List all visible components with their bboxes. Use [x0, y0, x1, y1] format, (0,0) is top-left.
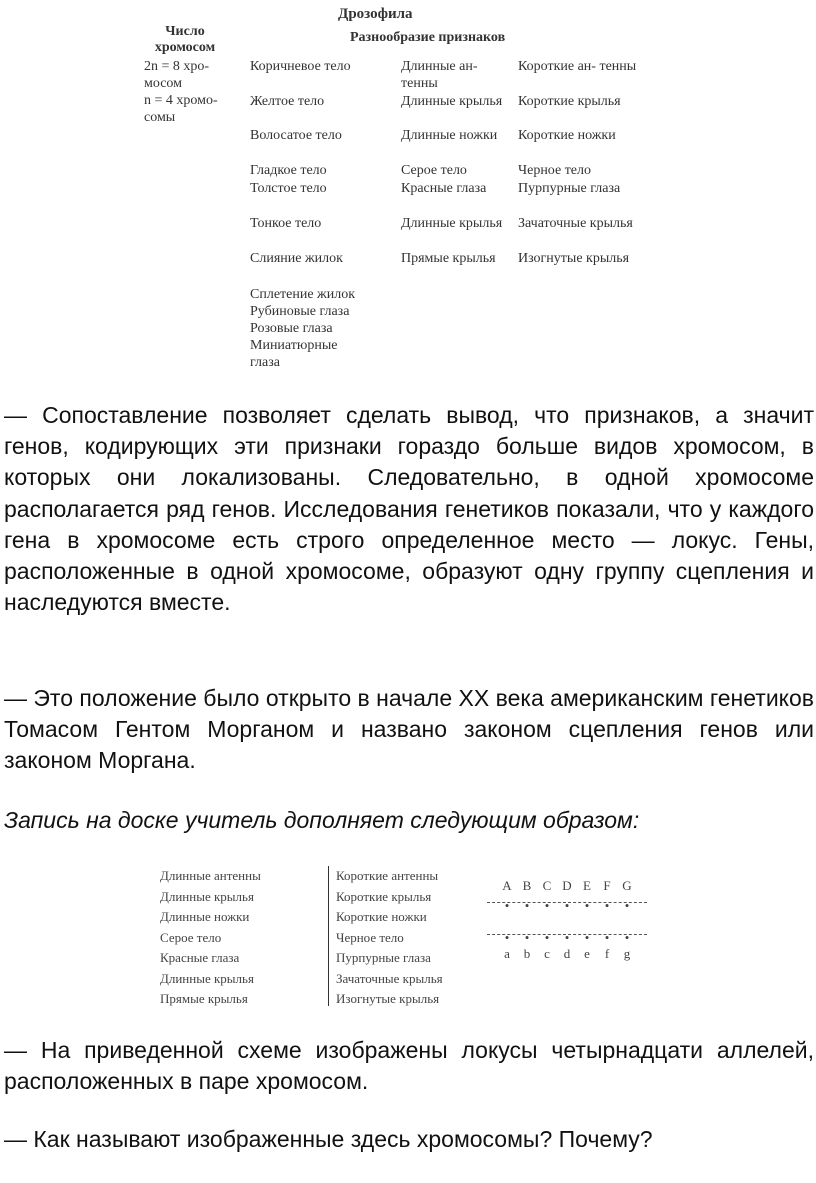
trait-cell: Желтое тело: [250, 94, 325, 109]
dominant-trait: Длинные крылья: [160, 970, 254, 986]
extra-trait: Розовые глаза: [250, 321, 333, 336]
locus-letter: C: [542, 878, 552, 893]
locus-dot: •: [564, 930, 570, 945]
locus-letter: f: [604, 946, 610, 961]
lower-chromosome-loci: [497, 946, 637, 962]
dominant-trait: Длинные крылья: [160, 888, 254, 904]
trait-cell: Прямые крылья: [401, 251, 496, 266]
locus-dot: •: [544, 930, 550, 945]
trait-cell: Длинные крылья: [401, 94, 503, 109]
locus-dot: •: [564, 898, 570, 913]
paragraph-loci: — На приведенной схеме изображены локусы четырнадцати аллелей, расположенных в паре хромосом.: [4, 1037, 814, 1095]
dominant-trait: Длинные антенны: [160, 868, 261, 883]
trait-variety-header: Разнообразие признаков: [350, 30, 506, 45]
extra-traits: [250, 286, 390, 371]
upper-loci-dots: [497, 898, 637, 914]
chromosome-line: 2n = 8 хро-: [144, 59, 210, 74]
locus-dot: •: [624, 898, 630, 913]
trait-cell: Длинные крылья: [401, 216, 503, 231]
dominant-trait: Серое тело: [160, 929, 222, 945]
locus-letter: G: [622, 878, 632, 893]
locus-dot: •: [604, 898, 610, 913]
trait-cell: Короткие крылья: [518, 94, 621, 109]
locus-dot: •: [624, 930, 630, 945]
chromosome-count-header: Число хромосом: [154, 24, 216, 55]
trait-cell: Слияние жилок: [250, 251, 343, 266]
locus-letter: g: [623, 946, 631, 961]
drosophila-table: [0, 0, 816, 380]
locus-letter: E: [583, 878, 591, 893]
upper-chromosome-loci: [497, 878, 637, 894]
locus-dot: •: [584, 898, 590, 913]
trait-cell: Тонкое тело: [250, 216, 322, 231]
locus-dot: •: [544, 898, 550, 913]
recessive-trait: Короткие крылья: [336, 888, 432, 904]
locus-letter: D: [562, 878, 572, 893]
divider-line: [328, 866, 329, 1006]
locus-dot: •: [524, 930, 530, 945]
trait-cell: Коричневое тело: [250, 59, 351, 74]
paragraph-morgan-law: — Это положение было открыто в начале XX века американским генетиков Томасом Гентом Морганом и названо законом сцепления генов или законом Моргана.: [4, 685, 814, 774]
locus-letter: b: [523, 946, 531, 961]
chromosome-line: сомы: [144, 110, 176, 125]
extra-trait: Сплетение жилок: [250, 287, 356, 302]
trait-cell: Волосатое тело: [250, 128, 342, 143]
lower-loci-dots: [497, 930, 637, 946]
dominant-trait: Прямые крылья: [160, 991, 248, 1006]
dominant-trait: Длинные ножки: [160, 909, 250, 924]
trait-cell: Красные глаза: [401, 181, 487, 196]
extra-trait: Миниатюрные: [250, 338, 338, 353]
trait-cell: Толстое тело: [250, 181, 327, 196]
recessive-trait: Пурпурные глаза: [336, 950, 431, 965]
paragraph-conclusion: — Сопоставление позволяет сделать вывод, что признаков, а значит генов, кодирующих эти признаки гораздо больше видов хромосом, в которых они локализованы. Следовательно, в одной хромосоме располагается ряд генов. Исследования генетиков показали, что у каждого гена в хромосоме есть строго определенное место — локус. Гены, расположенные в одной хромосоме, образуют одну группу сцепления и наследуются вместе.: [4, 402, 814, 616]
paragraph-board-note: Запись на доске учитель дополняет следующим образом:: [4, 807, 640, 833]
trait-cell: Изогнутые крылья: [518, 251, 630, 266]
locus-letter: a: [504, 946, 510, 961]
dominant-traits-list: [160, 866, 261, 1010]
locus-letter: d: [563, 946, 571, 961]
trait-cell: Черное тело: [518, 163, 592, 178]
trait-cell: Серое тело: [401, 163, 467, 178]
extra-trait: Рубиновые глаза: [250, 304, 350, 319]
trait-cell: Длинные ан- тенны: [401, 59, 478, 91]
recessive-trait: Черное тело: [336, 929, 404, 945]
chromosome-line: мосом: [144, 76, 183, 91]
trait-cell: Зачаточные крылья: [518, 216, 633, 231]
locus-letter: c: [544, 946, 550, 961]
trait-cell: Длинные ножки: [401, 128, 498, 143]
recessive-traits-list: [336, 866, 443, 1010]
recessive-trait: Изогнутые крылья: [336, 991, 440, 1006]
trait-cell: Короткие ножки: [518, 128, 616, 143]
paragraph-question: — Как называют изображенные здесь хромосомы? Почему?: [4, 1126, 653, 1152]
locus-dot: •: [504, 930, 510, 945]
dominant-trait: Красные глаза: [160, 950, 240, 965]
table-title: Дрозофила: [338, 6, 413, 22]
recessive-trait: Зачаточные крылья: [336, 970, 443, 986]
extra-trait: глаза: [250, 355, 280, 370]
locus-dot: •: [504, 898, 510, 913]
locus-dot: •: [524, 898, 530, 913]
chromosome-count: [144, 58, 244, 126]
locus-letter: B: [522, 878, 532, 893]
trait-cell: Гладкое тело: [250, 163, 327, 178]
chromosome-line: n = 4 хромо-: [144, 93, 218, 108]
locus-dot: •: [604, 930, 610, 945]
recessive-trait: Короткие ножки: [336, 909, 427, 924]
trait-cell: Пурпурные глаза: [518, 181, 621, 196]
locus-letter: F: [603, 878, 611, 893]
locus-letter: e: [584, 946, 590, 961]
locus-dot: •: [584, 930, 590, 945]
locus-letter: A: [502, 878, 512, 893]
trait-cell: Короткие ан- тенны: [518, 59, 637, 74]
recessive-trait: Короткие антенны: [336, 868, 439, 883]
linkage-scheme: [0, 860, 816, 1010]
